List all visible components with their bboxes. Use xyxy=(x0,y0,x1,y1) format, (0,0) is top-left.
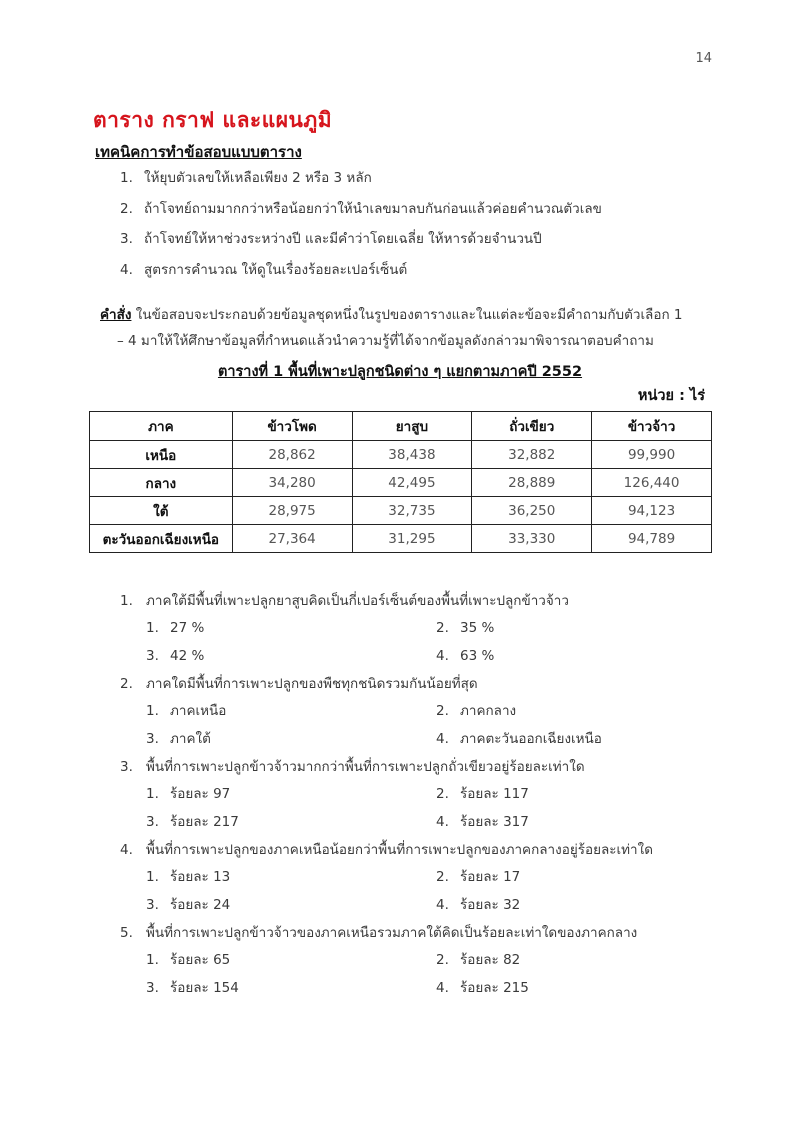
choice-option[interactable] xyxy=(436,864,726,892)
value-cell: 94,789 xyxy=(592,525,712,553)
choice-number: 2. xyxy=(436,786,449,802)
question-body: พื้นที่การเพาะปลูกของภาคเหนือน้อยกว่าพื้นที่การเพาะปลูกของภาคกลางอยู่ร้อยละเท่าใด xyxy=(146,842,653,858)
table-unit: หน่วย : ไร่ xyxy=(637,388,705,404)
choice-text: 27 % xyxy=(170,620,205,636)
question-text xyxy=(120,837,720,864)
value-cell: 27,364 xyxy=(232,525,352,553)
choice-text: ภาคกลาง xyxy=(460,703,517,719)
choice-option[interactable] xyxy=(436,615,726,643)
choice-option[interactable] xyxy=(146,698,436,726)
choice-list xyxy=(120,864,720,920)
choice-option[interactable] xyxy=(146,809,436,837)
value-cell: 28,889 xyxy=(472,469,592,497)
question-number: 2. xyxy=(120,676,133,692)
question-text xyxy=(120,671,720,698)
choice-list xyxy=(120,947,720,1003)
choice-text: ร้อยละ 13 xyxy=(170,869,231,885)
choice-list xyxy=(120,781,720,837)
choice-text: ร้อยละ 24 xyxy=(170,897,231,913)
choice-option[interactable] xyxy=(146,864,436,892)
value-cell: 28,975 xyxy=(232,497,352,525)
choice-text: ร้อยละ 32 xyxy=(460,897,521,913)
region-cell: ใต้ xyxy=(90,497,233,525)
question xyxy=(120,837,720,920)
value-cell: 31,295 xyxy=(352,525,472,553)
choice-number: 4. xyxy=(436,731,449,747)
column-header: ยาสูบ xyxy=(352,412,472,441)
choice-number: 3. xyxy=(146,648,159,664)
choice-text: ร้อยละ 97 xyxy=(170,786,231,802)
choice-text: ภาคตะวันออกเฉียงเหนือ xyxy=(460,731,602,747)
value-cell: 32,882 xyxy=(472,441,592,469)
choice-text: 63 % xyxy=(460,648,495,664)
question-text xyxy=(120,754,720,781)
choice-number: 4. xyxy=(436,814,449,830)
column-header: ข้าวจ้าว xyxy=(592,412,712,441)
choice-option[interactable] xyxy=(146,947,436,975)
choice-option[interactable] xyxy=(436,726,726,754)
choice-number: 4. xyxy=(436,648,449,664)
question-body: พื้นที่การเพาะปลูกข้าวจ้าวมากกว่าพื้นที่การเพาะปลูกถั่วเขียวอยู่ร้อยละเท่าใด xyxy=(146,759,585,775)
section-title: ตาราง กราฟ และแผนภูมิ xyxy=(93,108,333,132)
column-header: ถั่วเขียว xyxy=(472,412,592,441)
table-row xyxy=(90,469,712,497)
question xyxy=(120,671,720,754)
choice-option[interactable] xyxy=(436,643,726,671)
question-body: ภาคใต้มีพื้นที่เพาะปลูกยาสูบคิดเป็นกี่เปอร์เซ็นต์ของพื้นที่เพาะปลูกข้าวจ้าว xyxy=(146,593,569,609)
subsection-heading: เทคนิคการทำข้อสอบแบบตาราง xyxy=(95,143,302,161)
question xyxy=(120,920,720,1003)
tip-text: สูตรการคำนวณ ให้ดูในเรื่องร้อยละเปอร์เซ็นต์ xyxy=(144,261,408,278)
instruction-line-1: ในข้อสอบจะประกอบด้วยข้อมูลชุดหนึ่งในรูปของตารางและในแต่ละข้อจะมีคำถามกับตัวเลือก 1 xyxy=(131,307,683,323)
tip-item xyxy=(120,166,602,197)
table-header-row xyxy=(90,412,712,441)
choice-number: 4. xyxy=(436,897,449,913)
column-header: ภาค xyxy=(90,412,233,441)
choice-list xyxy=(120,615,720,671)
question-body: ภาคใดมีพื้นที่การเพาะปลูกของพืชทุกชนิดรวมกันน้อยที่สุด xyxy=(146,676,478,692)
choice-list xyxy=(120,698,720,754)
choice-option[interactable] xyxy=(146,726,436,754)
instruction-line-2: – 4 มาให้ให้ศึกษาข้อมูลที่กำหนดแล้วนำความรู้ที่ได้จากข้อมูลดังกล่าวมาพิจารณาตอบคำถาม xyxy=(117,333,654,349)
choice-text: ร้อยละ 117 xyxy=(460,786,529,802)
crop-area-table xyxy=(89,411,712,553)
page-number: 14 xyxy=(695,51,712,66)
choice-number: 3. xyxy=(146,814,159,830)
choice-number: 1. xyxy=(146,620,159,636)
choice-option[interactable] xyxy=(146,975,436,1003)
region-cell: ตะวันออกเฉียงเหนือ xyxy=(90,525,233,553)
choice-number: 3. xyxy=(146,731,159,747)
question-text xyxy=(120,920,720,947)
choice-text: 35 % xyxy=(460,620,495,636)
choice-text: ร้อยละ 217 xyxy=(170,814,239,830)
value-cell: 33,330 xyxy=(472,525,592,553)
questions-section xyxy=(120,588,720,1003)
value-cell: 32,735 xyxy=(352,497,472,525)
choice-text: ร้อยละ 317 xyxy=(460,814,529,830)
question-number: 1. xyxy=(120,593,133,609)
value-cell: 28,862 xyxy=(232,441,352,469)
tips-list xyxy=(120,166,602,288)
choice-option[interactable] xyxy=(146,643,436,671)
choice-number: 4. xyxy=(436,980,449,996)
question-number: 3. xyxy=(120,759,133,775)
tip-text: ให้ยุบตัวเลขให้เหลือเพียง 2 หรือ 3 หลัก xyxy=(144,170,372,186)
value-cell: 38,438 xyxy=(352,441,472,469)
choice-option[interactable] xyxy=(146,615,436,643)
choice-option[interactable] xyxy=(146,892,436,920)
tip-number: 2. xyxy=(120,200,133,217)
value-cell: 36,250 xyxy=(472,497,592,525)
column-header: ข้าวโพด xyxy=(232,412,352,441)
value-cell: 42,495 xyxy=(352,469,472,497)
choice-text: ภาคใต้ xyxy=(170,731,211,747)
region-cell: เหนือ xyxy=(90,441,233,469)
choice-option[interactable] xyxy=(436,698,726,726)
choice-option[interactable] xyxy=(436,892,726,920)
value-cell: 34,280 xyxy=(232,469,352,497)
table-row xyxy=(90,441,712,469)
choice-text: ร้อยละ 82 xyxy=(460,952,521,968)
choice-option[interactable] xyxy=(146,781,436,809)
table-row xyxy=(90,525,712,553)
choice-number: 1. xyxy=(146,786,159,802)
choice-option[interactable] xyxy=(436,781,726,809)
choice-number: 3. xyxy=(146,897,159,913)
tip-item xyxy=(120,227,602,258)
choice-text: ร้อยละ 215 xyxy=(460,980,529,996)
choice-number: 1. xyxy=(146,952,159,968)
instruction-paragraph xyxy=(100,302,712,354)
region-cell: กลาง xyxy=(90,469,233,497)
choice-number: 1. xyxy=(146,703,159,719)
question-body: พื้นที่การเพาะปลูกข้าวจ้าวของภาคเหนือรวมภาคใต้คิดเป็นร้อยละเท่าใดของภาคกลาง xyxy=(146,925,638,941)
tip-number: 1. xyxy=(120,170,133,186)
value-cell: 126,440 xyxy=(592,469,712,497)
tip-item xyxy=(120,197,602,228)
choice-number: 2. xyxy=(436,952,449,968)
choice-number: 2. xyxy=(436,620,449,636)
question-text xyxy=(120,588,720,615)
question xyxy=(120,588,720,671)
choice-text: ภาคเหนือ xyxy=(170,703,227,719)
choice-option[interactable] xyxy=(436,947,726,975)
choice-text: ร้อยละ 17 xyxy=(460,869,521,885)
tip-number: 3. xyxy=(120,231,133,247)
question xyxy=(120,754,720,837)
tip-item xyxy=(120,258,602,289)
table-caption: ตารางที่ 1 พื้นที่เพาะปลูกชนิดต่าง ๆ แยกตามภาคปี 2552 xyxy=(217,364,583,380)
question-number: 5. xyxy=(120,925,133,941)
instruction-keyword: คำสั่ง xyxy=(100,307,132,323)
choice-number: 2. xyxy=(436,703,449,719)
tip-number: 4. xyxy=(120,261,133,278)
choice-text: ร้อยละ 65 xyxy=(170,952,231,968)
choice-number: 3. xyxy=(146,980,159,996)
choice-text: 42 % xyxy=(170,648,205,664)
table-row xyxy=(90,497,712,525)
value-cell: 99,990 xyxy=(592,441,712,469)
choice-option[interactable] xyxy=(436,975,726,1003)
tip-text: ถ้าโจทย์ถามมากกว่าหรือน้อยกว่าให้นำเลขมาลบกันก่อนแล้วค่อยคำนวณตัวเลข xyxy=(144,200,602,217)
question-number: 4. xyxy=(120,842,133,858)
choice-number: 1. xyxy=(146,869,159,885)
choice-option[interactable] xyxy=(436,809,726,837)
choice-number: 2. xyxy=(436,869,449,885)
choice-text: ร้อยละ 154 xyxy=(170,980,239,996)
value-cell: 94,123 xyxy=(592,497,712,525)
tip-text: ถ้าโจทย์ให้หาช่วงระหว่างปี และมีคำว่าโดยเฉลี่ย ให้หารด้วยจำนวนปี xyxy=(144,231,542,247)
